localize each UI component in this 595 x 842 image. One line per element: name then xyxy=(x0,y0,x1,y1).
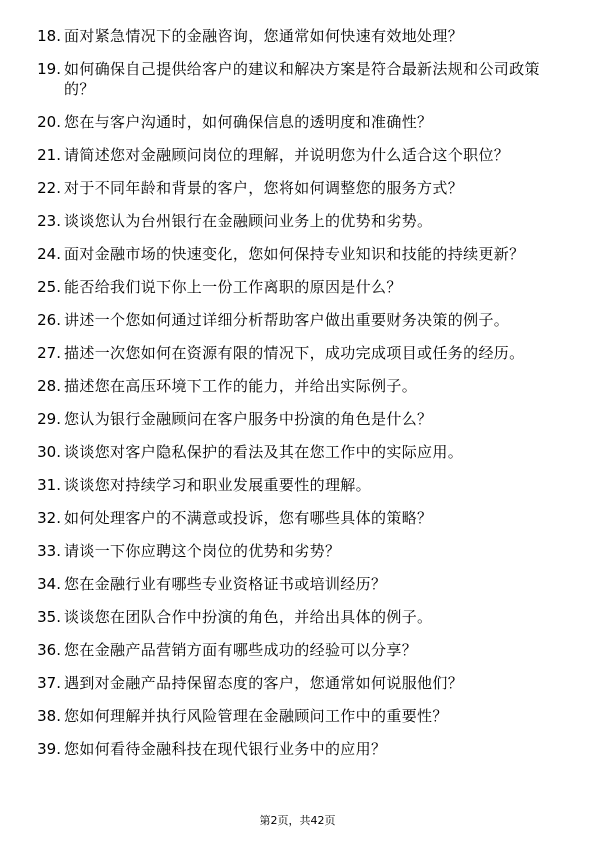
question-number: 19. xyxy=(37,60,61,78)
question-text: 谈谈您对持续学习和职业发展重要性的理解。 xyxy=(64,476,372,494)
question-text: 能否给我们说下你上一份工作离职的原因是什么？ xyxy=(64,278,402,296)
question-number: 39. xyxy=(37,740,61,758)
question-item xyxy=(0,310,595,330)
question-number: 25. xyxy=(37,278,61,296)
question-item xyxy=(0,59,595,99)
question-item xyxy=(0,574,595,594)
question-item xyxy=(0,409,595,429)
question-number: 37. xyxy=(37,674,61,692)
question-text: 您在金融行业有哪些专业资格证书或培训经历？ xyxy=(64,575,387,593)
question-item xyxy=(0,475,595,495)
question-number: 23. xyxy=(37,212,61,230)
question-text: 您在金融产品营销方面有哪些成功的经验可以分享？ xyxy=(64,641,418,659)
question-item xyxy=(0,211,595,231)
question-number: 33. xyxy=(37,542,61,560)
question-item xyxy=(0,178,595,198)
question-number: 22. xyxy=(37,179,61,197)
question-item xyxy=(0,673,595,693)
question-number: 38. xyxy=(37,707,61,725)
question-item xyxy=(0,26,595,46)
question-text: 如何确保自己提供给客户的建议和解决方案是符合最新法规和公司政策的？ xyxy=(64,60,540,98)
question-text: 对于不同年龄和背景的客户，您将如何调整您的服务方式？ xyxy=(64,179,464,197)
page-number-label: 第2页，共42页 xyxy=(259,814,336,827)
question-number: 35. xyxy=(37,608,61,626)
question-number: 20. xyxy=(37,113,61,131)
question-number: 32. xyxy=(37,509,61,527)
question-text: 遇到对金融产品持保留态度的客户，您通常如何说服他们？ xyxy=(64,674,464,692)
question-text: 请简述您对金融顾问岗位的理解，并说明您为什么适合这个职位？ xyxy=(64,146,510,164)
question-text: 谈谈您在团队合作中扮演的角色，并给出具体的例子。 xyxy=(64,608,433,626)
question-text: 描述一次您如何在资源有限的情况下，成功完成项目或任务的经历。 xyxy=(64,344,525,362)
question-text: 您如何理解并执行风险管理在金融顾问工作中的重要性？ xyxy=(64,707,448,725)
question-list xyxy=(0,26,595,772)
question-number: 18. xyxy=(37,27,61,45)
question-number: 30. xyxy=(37,443,61,461)
question-number: 36. xyxy=(37,641,61,659)
question-text: 面对金融市场的快速变化，您如何保持专业知识和技能的持续更新？ xyxy=(64,245,525,263)
question-number: 31. xyxy=(37,476,61,494)
question-item xyxy=(0,112,595,132)
question-number: 26. xyxy=(37,311,61,329)
question-text: 描述您在高压环境下工作的能力，并给出实际例子。 xyxy=(64,377,418,395)
question-text: 面对紧急情况下的金融咨询，您通常如何快速有效地处理？ xyxy=(64,27,464,45)
question-number: 29. xyxy=(37,410,61,428)
question-text: 谈谈您认为台州银行在金融顾问业务上的优势和劣势。 xyxy=(64,212,433,230)
question-item xyxy=(0,541,595,561)
question-text: 请谈一下你应聘这个岗位的优势和劣势？ xyxy=(64,542,341,560)
question-item xyxy=(0,706,595,726)
question-text: 您认为银行金融顾问在客户服务中扮演的角色是什么？ xyxy=(64,410,433,428)
question-text: 讲述一个您如何通过详细分析帮助客户做出重要财务决策的例子。 xyxy=(64,311,510,329)
question-item xyxy=(0,145,595,165)
question-item xyxy=(0,244,595,264)
question-text: 谈谈您对客户隐私保护的看法及其在您工作中的实际应用。 xyxy=(64,443,464,461)
question-item xyxy=(0,508,595,528)
question-number: 24. xyxy=(37,245,61,263)
question-number: 34. xyxy=(37,575,61,593)
question-item xyxy=(0,607,595,627)
page-footer xyxy=(0,814,595,828)
question-number: 21. xyxy=(37,146,61,164)
question-text: 您如何看待金融科技在现代银行业务中的应用？ xyxy=(64,740,387,758)
question-item xyxy=(0,442,595,462)
question-number: 28. xyxy=(37,377,61,395)
question-item xyxy=(0,739,595,759)
question-text: 如何处理客户的不满意或投诉，您有哪些具体的策略？ xyxy=(64,509,433,527)
question-item xyxy=(0,376,595,396)
question-item xyxy=(0,640,595,660)
question-number: 27. xyxy=(37,344,61,362)
question-text: 您在与客户沟通时，如何确保信息的透明度和准确性？ xyxy=(64,113,433,131)
question-item xyxy=(0,343,595,363)
question-item xyxy=(0,277,595,297)
